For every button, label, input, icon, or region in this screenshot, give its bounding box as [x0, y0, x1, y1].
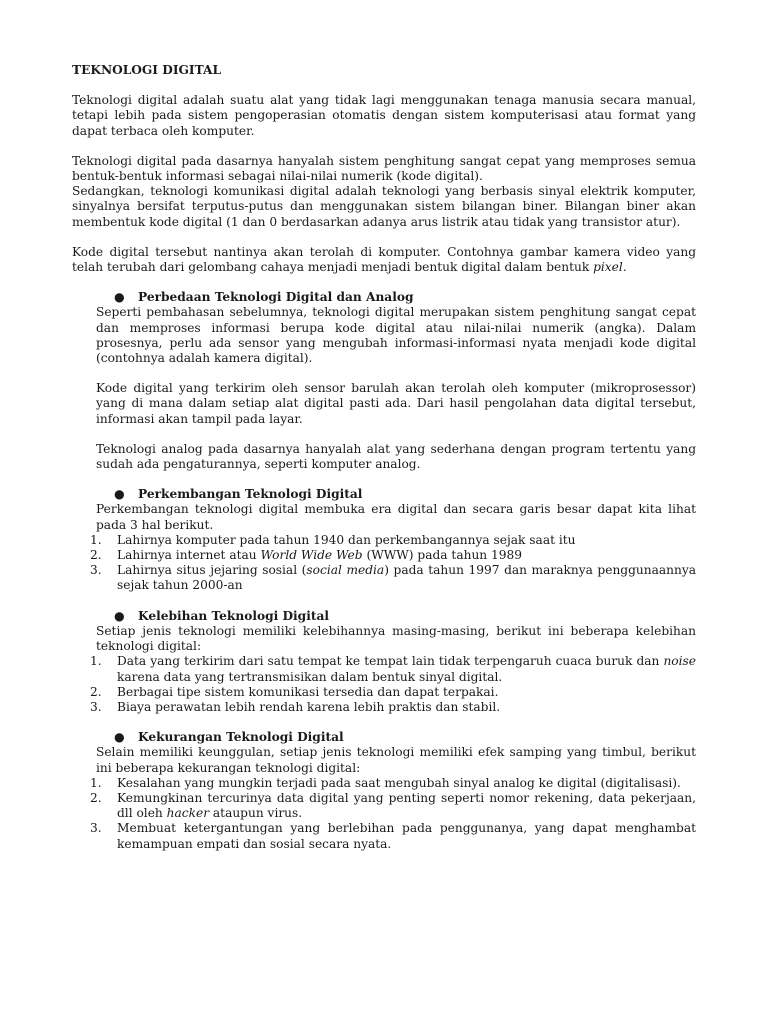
paragraph: Teknologi digital pada dasarnya hanyalah sistem penghitung sangat cepat yang memproses semua bentuk-bentuk informasi sebagai nilai-nilai numerik (kode digital). — [72, 153, 696, 184]
numbered-list — [72, 776, 696, 852]
list-number: 3. — [90, 563, 102, 578]
bullet-icon: ● — [114, 608, 125, 623]
document-title: TEKNOLOGI DIGITAL — [72, 63, 222, 77]
list-item — [72, 700, 696, 715]
list-item — [72, 791, 696, 821]
list-number: 2. — [90, 548, 102, 563]
paragraph: Selain memiliki keunggulan, setiap jenis teknologi memiliki efek samping yang timbul, berikut ini beberapa kekurangan teknologi digital: — [96, 745, 696, 775]
list-item — [72, 533, 696, 548]
section-body — [96, 624, 696, 654]
italic-term: social media — [306, 563, 385, 578]
list-text: ) pada tahun 1997 dan maraknya penggunaannya sejak tahun 2000-an — [117, 563, 696, 593]
numbered-list — [72, 533, 696, 594]
list-number: 1. — [90, 775, 102, 790]
italic-term: hacker — [166, 806, 210, 821]
paragraph: Sedangkan, teknologi komunikasi digital adalah teknologi yang berbasis sinyal elektrik komputer, sinyalnya bersifat terputus-putus dan menggunakan sistem bilangan biner. Bilangan biner akan membentuk kode digital (1 dan 0 berdasarkan adanya arus listrik atau tidak yang transistor atur). — [72, 184, 696, 229]
list-number: 3. — [90, 821, 102, 836]
section-heading-label: Kelebihan Teknologi Digital — [138, 608, 329, 623]
paragraph: Kode digital yang terkirim oleh sensor barulah akan terolah oleh komputer (mikroprosessor) yang di mana dalam setiap alat digital pasti ada. Dari hasil pengolahan data digital tersebut, informasi akan tampil pada layar. — [96, 381, 696, 426]
list-text: karena data yang tertransmisikan dalam bentuk sinyal digital. — [117, 669, 503, 684]
list-text: ataupun virus. — [209, 806, 303, 821]
italic-term: World Wide Web — [260, 548, 363, 563]
section-heading — [96, 487, 696, 502]
list-text: Data yang terkirim dari satu tempat ke tempat lain tidak terpengaruh cuaca buruk dan — [117, 654, 664, 669]
paragraph: Perkembangan teknologi digital membuka era digital dan secara garis besar dapat kita lihat pada 3 hal berikut. — [96, 502, 696, 532]
italic-term: pixel. — [593, 260, 627, 275]
paragraph: Teknologi digital adalah suatu alat yang tidak lagi menggunakan tenaga manusia secara manual, tetapi lebih pada sistem pengoperasian otomatis dengan sistem komputerisasi atau format yang dapat terbaca oleh komputer. — [72, 93, 696, 138]
paragraph: Seperti pembahasan sebelumnya, teknologi digital merupakan sistem penghitung sangat cepat dan memproses informasi berupa kode digital atau nilai-nilai numerik (angka). Dalam prosesnya, perlu ada sensor yang mengubah informasi-informasi nyata menjadi kode digital (contohnya adalah kamera digital). — [96, 305, 696, 366]
list-item — [72, 654, 696, 684]
list-number: 1. — [90, 532, 102, 547]
list-text: Lahirnya internet atau — [117, 548, 261, 563]
paragraph: Teknologi analog pada dasarnya hanyalah alat yang sederhana dengan program tertentu yang sudah ada pengaturannya, seperti komputer analog. — [96, 441, 696, 472]
bullet-icon: ● — [114, 487, 125, 502]
list-text: Membuat ketergantungan yang berlebihan pada penggunanya, yang dapat menghambat kemampuan empati dan sosial secara nyata. — [117, 821, 696, 851]
section-body — [96, 502, 696, 532]
section-heading — [96, 730, 696, 745]
bullet-icon: ● — [114, 730, 125, 745]
list-text: Berbagai tipe sistem komunikasi tersedia dan dapat terpakai. — [117, 684, 499, 699]
section-heading-label: Perkembangan Teknologi Digital — [138, 487, 363, 502]
document-page — [72, 63, 696, 852]
list-text: Lahirnya komputer pada tahun 1940 dan perkembangannya sejak saat itu — [117, 532, 576, 547]
list-item — [72, 685, 696, 700]
bullet-icon: ● — [114, 290, 125, 305]
section-body — [96, 305, 696, 472]
list-text: Lahirnya situs jejaring sosial ( — [117, 563, 307, 578]
paragraph: Setiap jenis teknologi memiliki kelebihannya masing-masing, berikut ini beberapa kelebihan teknologi digital: — [96, 623, 696, 654]
list-number: 2. — [90, 684, 102, 699]
section-heading-label: Kekurangan Teknologi Digital — [138, 730, 344, 745]
italic-term: noise — [663, 654, 696, 669]
numbered-list — [72, 654, 696, 715]
list-item — [72, 563, 696, 593]
list-text: Biaya perawatan lebih rendah karena lebih praktis dan stabil. — [117, 699, 501, 714]
paragraph — [72, 245, 696, 275]
section-body — [96, 745, 696, 775]
section-heading-label: Perbedaan Teknologi Digital dan Analog — [138, 290, 414, 305]
list-item — [72, 776, 696, 791]
section-heading — [96, 609, 696, 624]
list-item — [72, 821, 696, 851]
paragraph-text: Kode digital tersebut nantinya akan terolah di komputer. Contohnya gambar kamera video yang telah terubah dari gelombang cahaya menjadi menjadi bentuk digital dalam bentuk — [72, 244, 696, 275]
list-item — [72, 548, 696, 563]
list-number: 3. — [90, 699, 102, 714]
list-text: Kesalahan yang mungkin terjadi pada saat mengubah sinyal analog ke digital (digitalisasi). — [117, 775, 681, 790]
list-text: (WWW) pada tahun 1989 — [362, 548, 523, 563]
list-number: 2. — [90, 790, 102, 805]
list-number: 1. — [90, 654, 102, 669]
list-text: Kemungkinan tercurinya data digital yang penting seperti nomor rekening, data pekerjaan, dll oleh — [117, 790, 696, 821]
section-heading — [96, 290, 696, 305]
